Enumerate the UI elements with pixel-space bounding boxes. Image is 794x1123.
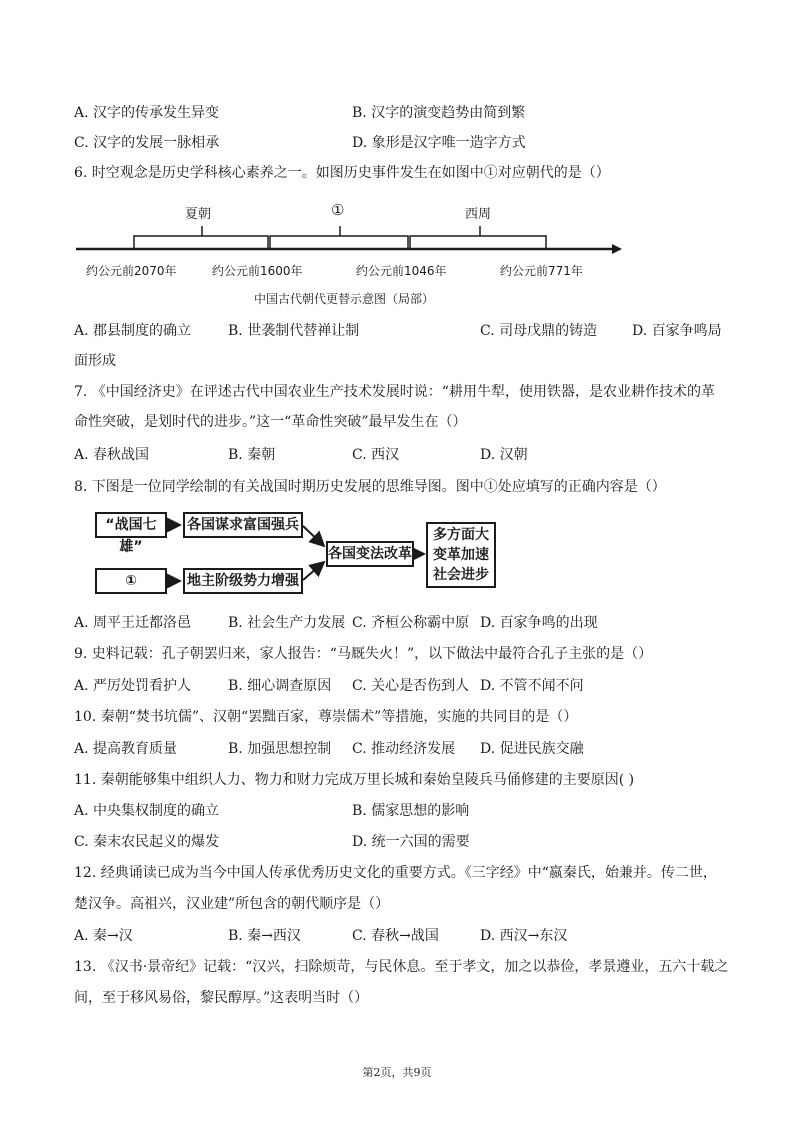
q12-option-d: D. 西汉→东汉: [480, 928, 568, 944]
q12-option-b: B. 秦→西汉: [228, 928, 301, 944]
q6-option-a: A. 郡县制度的确立: [74, 323, 192, 339]
q5-option-a: A. 汉字的传承发生异变: [74, 105, 220, 121]
timeline-period-blank: ①: [331, 201, 345, 219]
q8-option-c: C. 齐桓公称霸中原: [352, 615, 470, 631]
q12-stem-line2: 楚汉争。高祖兴，汉业建”所包含的朝代顺序是（）: [74, 896, 390, 912]
q10-option-b: B. 加强思想控制: [228, 741, 332, 757]
q13-stem-line2: 间，至于移风易俗，黎民醇厚。”这表明当时（）: [74, 990, 369, 1006]
box-blank-1: ①: [95, 568, 167, 594]
q6-option-b: B. 世袭制代替禅让制: [228, 323, 360, 339]
q11-stem: 11. 秦朝能够集中组织人力、物力和财力完成万里长城和秦始皇陵兵马俑修建的主要原因( ): [74, 772, 635, 788]
q5-option-b: B. 汉字的演变趋势由简到繁: [352, 105, 526, 121]
box-social-progress-line3: 社会进步: [433, 567, 489, 583]
q13-stem-line1: 13. 《汉书·景帝纪》记载：“汉兴，扫除烦苛，与民休息。至于孝文，加之以恭俭，孝景遵业，五六十载之: [74, 959, 729, 975]
q8-stem: 8. 下图是一位同学绘制的有关战国时期历史发展的思维导图。图中①处应填写的正确内容是（）: [74, 479, 666, 495]
q9-option-d: D. 不管不闻不问: [480, 678, 584, 694]
q11-option-c: C. 秦末农民起义的爆发: [74, 834, 220, 850]
box-seven-warring-states: “战国七雄”: [95, 512, 167, 538]
q7-option-c: C. 西汉: [352, 447, 400, 463]
q8-option-a: A. 周平王迁都洛邑: [74, 615, 192, 631]
q6-option-c: C. 司母戊鼎的铸造: [480, 323, 598, 339]
box-social-progress-line1: 多方面大: [433, 527, 489, 543]
box-landlord-class-stronger: 地主阶级势力增强: [183, 568, 303, 594]
q7-stem-line2: 命性突破，是划时代的进步。”这一“革命性突破”最早发生在（）: [74, 414, 467, 430]
page-number: 第2页，共9页: [362, 1066, 432, 1079]
timeline-date-3: 约公元前1046年: [356, 264, 447, 278]
q12-option-c: C. 春秋→战国: [352, 928, 439, 944]
q12-stem-line1: 12. 经典诵读已成为当今中国人传承优秀历史文化的重要方式。《三字经》中“嬴秦氏，始兼并。传二世，: [74, 865, 717, 881]
timeline-period-xia: 夏朝: [185, 207, 212, 222]
q12-option-a: A. 秦→汉: [74, 928, 133, 944]
q8-option-b: B. 社会生产力发展: [228, 615, 346, 631]
q8-option-d: D. 百家争鸣的出现: [480, 615, 598, 631]
timeline-date-1: 约公元前2070年: [86, 264, 177, 278]
q10-option-a: A. 提高教育质量: [74, 741, 178, 757]
q9-stem: 9. 史料记载：孔子朝罢归来，家人报告：“马厩失火！”，以下做法中最符合孔子主张的是（）: [74, 646, 653, 662]
q10-stem: 10. 秦朝“焚书坑儒”、汉朝“罢黜百家，尊崇儒术”等措施，实施的共同目的是（）: [74, 709, 578, 725]
q7-option-b: B. 秦朝: [228, 447, 276, 463]
q6-stem: 6. 时空观念是历史学科核心素养之一。如图历史事件发生在如图中①对应朝代的是（）: [74, 165, 610, 181]
timeline-caption: 中国古代朝代更替示意图（局部）: [254, 292, 435, 306]
q6-option-d-continued: 面形成: [74, 353, 116, 369]
box-state-reforms: 各国变法改革: [326, 541, 414, 567]
box-social-progress: [426, 522, 496, 588]
q11-option-d: D. 统一六国的需要: [352, 834, 470, 850]
q7-option-a: A. 春秋战国: [74, 447, 150, 463]
q7-stem-line1: 7. 《中国经济史》在评述古代中国农业生产技术发展时说：“耕用牛犁，使用铁器，是农业耕作技术的革: [74, 384, 715, 400]
q10-option-c: C. 推动经济发展: [352, 741, 456, 757]
q9-option-b: B. 细心调查原因: [228, 678, 332, 694]
box-social-progress-line2: 变革加速: [433, 547, 489, 563]
q11-option-a: A. 中央集权制度的确立: [74, 803, 220, 819]
q10-option-d: D. 促进民族交融: [480, 741, 584, 757]
q6-option-d: D. 百家争鸣局: [632, 323, 722, 339]
q9-option-a: A. 严厉处罚看护人: [74, 678, 192, 694]
timeline-date-4: 约公元前771年: [500, 264, 583, 278]
timeline-period-western-zhou: 西周: [465, 207, 492, 222]
q5-option-c: C. 汉字的发展一脉相承: [74, 135, 220, 151]
q9-option-c: C. 关心是否伤到人: [352, 678, 470, 694]
q5-option-d: D. 象形是汉字唯一造字方式: [352, 135, 526, 151]
q11-option-b: B. 儒家思想的影响: [352, 803, 470, 819]
timeline-date-2: 约公元前1600年: [212, 264, 303, 278]
q7-option-d: D. 汉朝: [480, 447, 528, 463]
box-pursue-wealth-and-power: 各国谋求富国强兵: [183, 512, 303, 538]
